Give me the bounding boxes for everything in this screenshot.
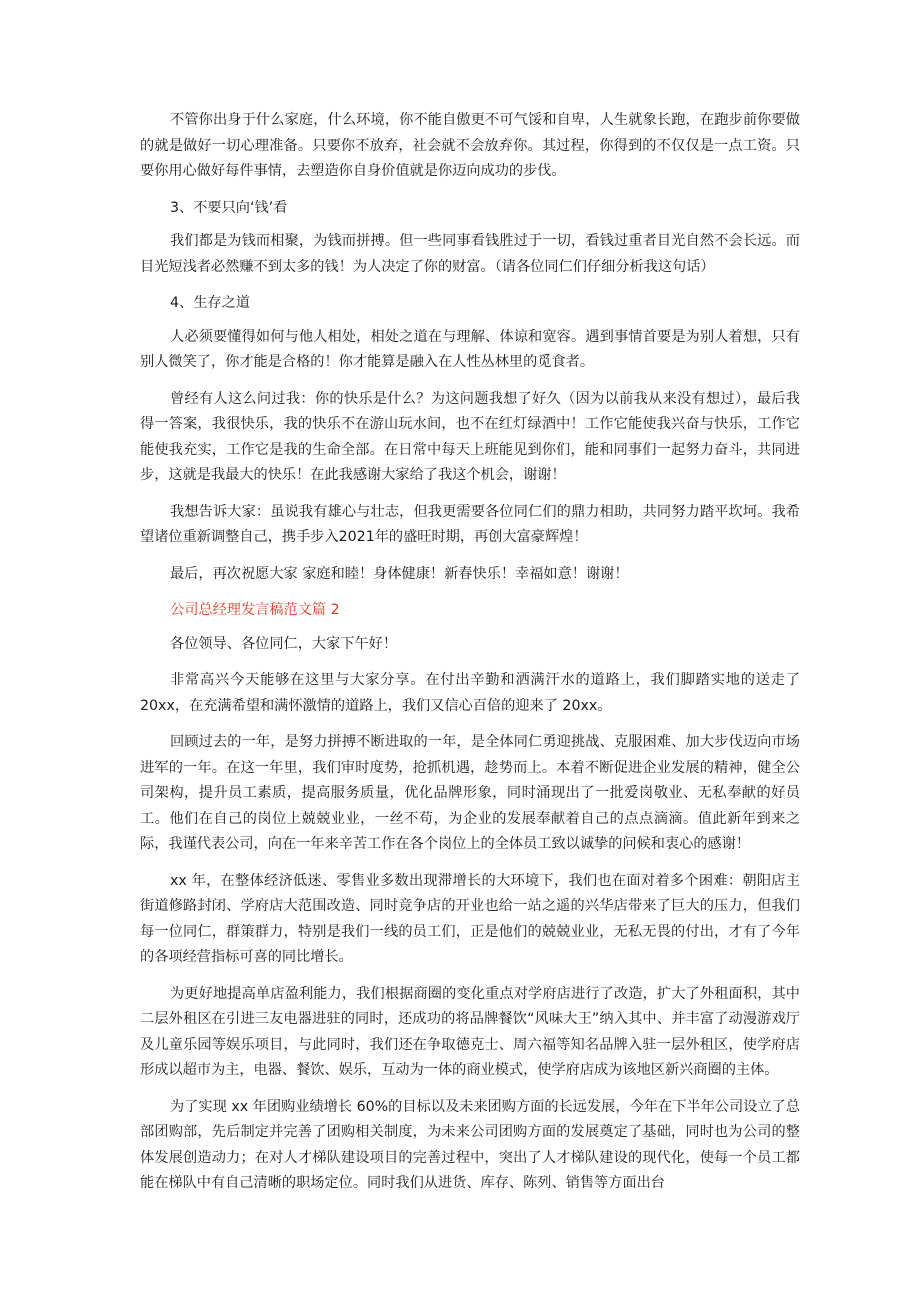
paragraph-greeting: 各位领导、各位同仁，大家下午好！ — [170, 635, 398, 652]
paragraph-closing: 最后，再次祝愿大家 家庭和睦！身体健康！新春快乐！幸福如意！谢谢！ — [170, 565, 629, 582]
paragraph-store-renovation: 为更好地提高单店盈利能力，我们根据商圈的变化重点对学府店进行了改造，扩大了外租面积，其中二层外租区在引进三友电器进驻的同时，还成功的将品牌餐饮“风味大王”纳入其中、并丰富了动漫游戏厅及儿童乐园等娱乐项目，与此同时，我们还在争取德克士、周六福等知名品牌入驻一层外租区，使学府店形成以超市为主，电器、餐饮、娱乐，互动为一体的商业模式，使学府店成为该地区新兴商圈的主体。 — [140, 985, 800, 1078]
article-heading-2: 公司总经理发言稿范文篇 2 — [170, 602, 340, 618]
paragraph-background: 不管你出身于什么家庭，什么环境，你不能自傲更不可气馁和自卑，人生就象长跑，在跑步前你要做的就是做好一切心理准备。只要你不放弃，社会就不会放弃你。其过程，你得到的不仅仅是一点工资。只要你用心做好每件事情，去塑造你自身价值就是你迈向成功的步伐。 — [140, 112, 800, 179]
paragraph-happiness: 曾经有人这么问过我：你的快乐是什么？为这问题我想了好久（因为以前我从来没有想过），最后我得一答案，我很快乐，我的快乐不在游山玩水间，也不在红灯绿酒中！工作它能使我兴奋与快乐，工作它能使我充实，工作它是我的生命全部。在日常中每天上班能见到你们，能和同事们一起努力奋斗，共同进步，这就是我最大的快乐！在此我感谢大家给了我这个机会，谢谢！ — [140, 390, 800, 483]
paragraph-survival: 人必须要懂得如何与他人相处，相处之道在与理解、体谅和宽容。遇到事情首要是为别人着想，只有别人微笑了，你才能是合格的！你才能算是融入在人性丛林里的觅食者。 — [140, 328, 800, 370]
paragraph-group-purchase: 为了实现 xx 年团购业绩增长 60%的目标以及未来团购方面的长远发展，今年在下半年公司设立了总部团购部，先后制定并完善了团购相关制度，为未来公司团购方面的发展奠定了基础，同时也为公司的整体发展创造动力；在对人才梯队建设项目的完善过程中，突出了人才梯队建设的现代化，使每一个员工都能在梯队中有自己清晰的职场定位。同时我们从进货、库存、陈列、销售等方面出台 — [140, 1098, 800, 1191]
paragraph-money: 我们都是为钱而相聚，为钱而拼搏。但一些同事看钱胜过于一切，看钱过重者目光自然不会长远。而目光短浅者必然赚不到太多的钱！为人决定了你的财富。（请各位同仁们仔细分析我这句话） — [140, 233, 800, 275]
section-heading-survival: 4、生存之道 — [170, 295, 250, 311]
paragraph-review: 回顾过去的一年，是努力拼搏不断进取的一年，是全体同仁勇迎挑战、克服困难、加大步伐迈向市场进军的一年。在这一年里，我们审时度势，抢抓机遇，趁势而上。本着不断促进企业发展的精神，健全公司架构，提升员工素质，提高服务质量，优化品牌形象，同时涌现出了一批爱岗敬业、无私奉献的好员工。他们在自己的岗位上兢兢业业，一丝不苟，为企业的发展奉献着自己的点点滴滴。值此新年到来之际，我谨代表公司，向在一年来辛苦工作在各个岗位上的全体员工致以诚挚的问候和衷心的感谢！ — [140, 734, 800, 852]
paragraph-intro: 非常高兴今天能够在这里与大家分享。在付出辛勤和洒满汗水的道路上，我们脚踏实地的送走了 20xx，在充满希望和满怀激情的道路上，我们又信心百倍的迎来了 20xx。 — [140, 672, 800, 714]
paragraph-appeal: 我想告诉大家：虽说我有雄心与壮志，但我更需要各位同仁们的鼎力相助，共同努力踏平坎坷。我希望诸位重新调整自己，携手步入2021年的盛旺时期，再创大富豪辉煌！ — [140, 503, 800, 545]
paragraph-difficulties: xx 年，在整体经济低迷、零售业多数出现滞增长的大环境下，我们也在面对着多个困难：朝阳店主街道修路封闭、学府店大范围改造、同时竞争店的开业也给一站之遥的兴华店带来了巨大的压力，但我们每一位同仁，群策群力，特别是我们一线的员工们，正是他们的兢兢业业，无私无畏的付出，才有了今年的各项经营指标可喜的同比增长。 — [140, 872, 800, 965]
section-heading-money: 3、不要只向‘钱’看 — [170, 199, 288, 216]
